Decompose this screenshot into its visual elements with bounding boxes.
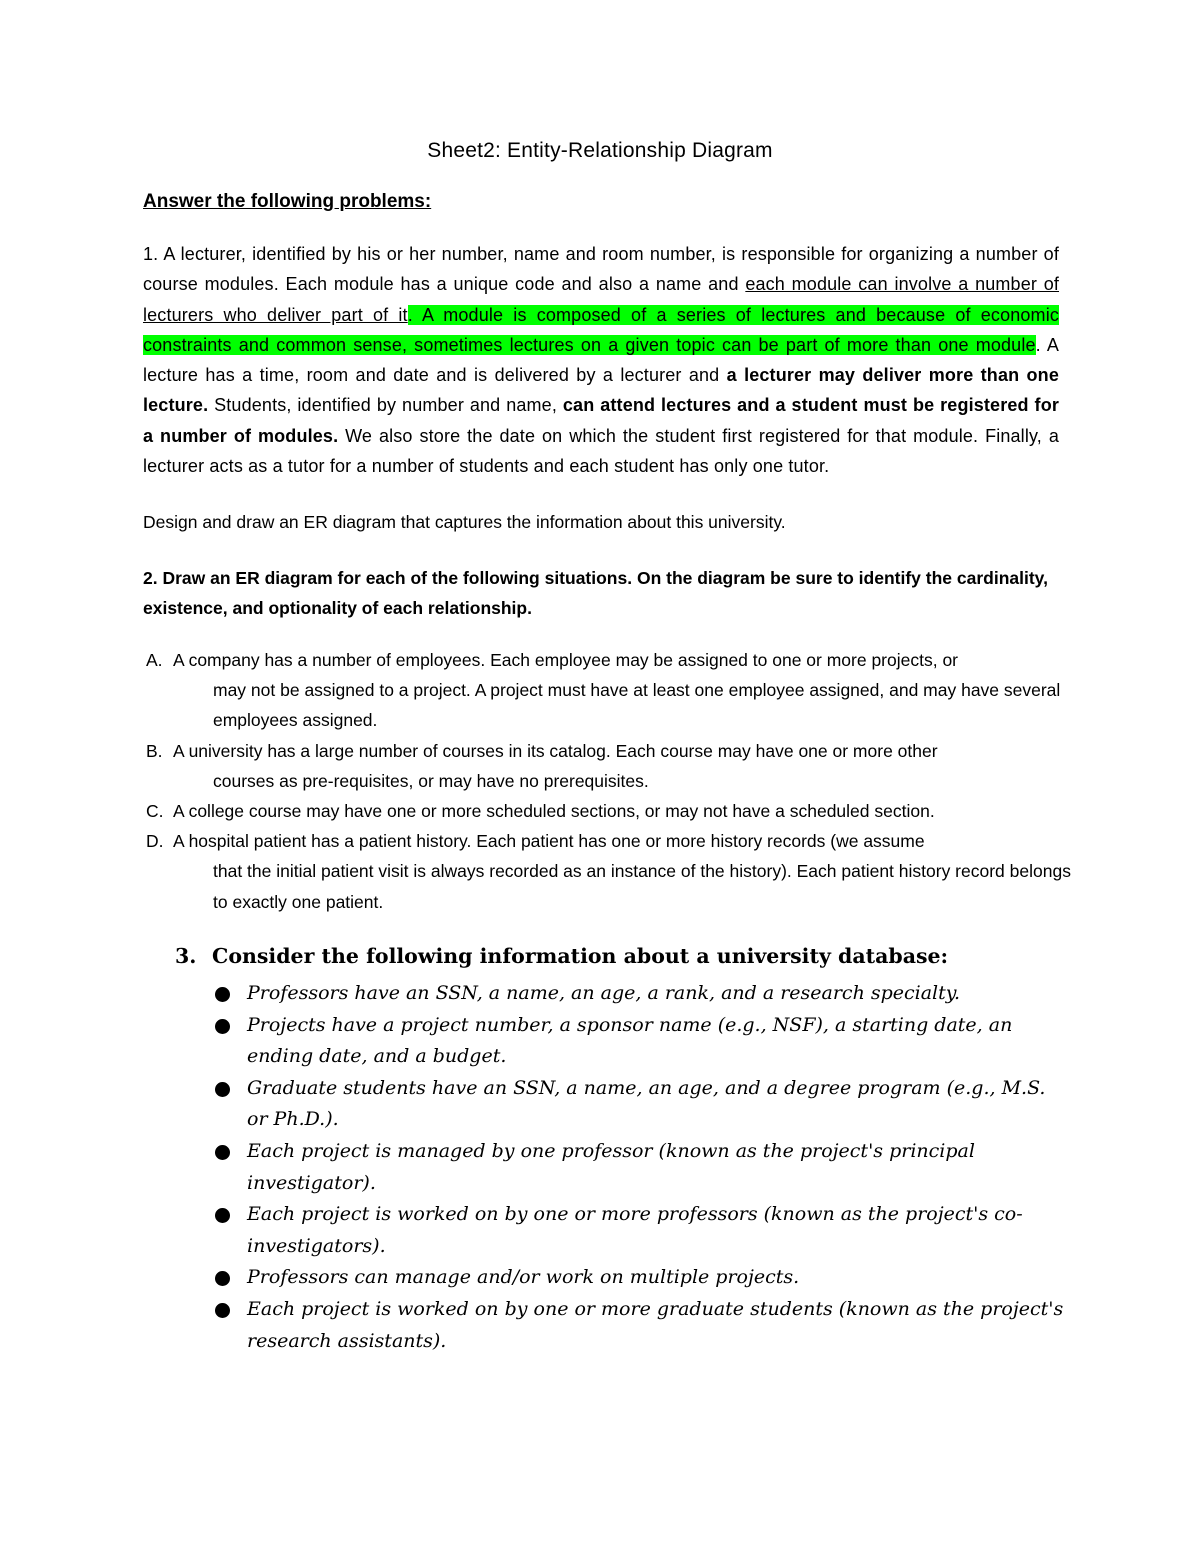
list-item <box>212 1136 1072 1199</box>
bullet-text: Each project is worked on by one or more professors (known as the project's co-investigators). <box>247 1203 1023 1257</box>
bullet-icon <box>215 1208 230 1223</box>
list-item-text: A hospital patient has a patient history. Each patient has one or more history records (we assume <box>173 831 925 852</box>
list-item <box>146 736 1076 796</box>
list-item <box>212 1294 1072 1357</box>
bullet-icon <box>215 1019 230 1034</box>
problem-3-heading <box>175 944 948 968</box>
list-item-continuation: that the initial patient visit is always recorded as an instance of the history). Each patient history record belongs to exactly one patient. <box>213 861 1071 912</box>
p1-text-4: We also store the date on which the student first registered for that module. Finally, a lecturer acts as a tutor for a number of students and each student has only one tutor. <box>143 425 1059 477</box>
problem-3-bullets <box>212 978 1072 1357</box>
list-item-continuation: may not be assigned to a project. A project must have at least one employee assigned, and may have several employees assigned. <box>213 680 1061 731</box>
p1-highlighted-text: . A module is composed of a series of lectures and because of economic constraints and common sense, sometimes lectures on a given topic can be part of more than one module <box>143 304 1059 355</box>
p1-text-1: 1. A lecturer, identified by his or her number, name and room number, is responsible for organizing a number of course modules. Each module has a unique code and also a name and <box>143 244 1059 295</box>
list-item <box>212 1010 1072 1073</box>
list-item <box>146 796 1076 826</box>
problem-1-instruction: Design and draw an ER diagram that captures the information about this university. <box>143 512 786 532</box>
bullet-text: Graduate students have an SSN, a name, an age, and a degree program (e.g., M.S. or Ph.D.). <box>247 1076 1046 1131</box>
bullet-icon <box>215 1303 230 1318</box>
list-item <box>212 978 1072 1010</box>
list-item <box>212 1073 1072 1136</box>
p1-bold-text-2: can attend lectures and a student must be registered for a number of modules. <box>143 395 1060 446</box>
list-item-text: A university has a large number of courses in its catalog. Each course may have one or more other <box>173 740 938 761</box>
list-item-text: A college course may have one or more scheduled sections, or may not have a scheduled section. <box>173 801 935 822</box>
bullet-text: Projects have a project number, a sponsor name (e.g., NSF), a starting date, an ending date, and a budget. <box>247 1013 1013 1068</box>
list-marker: C. <box>146 801 164 822</box>
list-marker: A. <box>146 650 163 670</box>
problem-3-title: Consider the following information about a university database: <box>212 944 949 968</box>
list-item-continuation: courses as pre-requisites, or may have no prerequisites. <box>213 770 649 791</box>
bullet-text: Each project is managed by one professor (known as the project's principal investigator). <box>247 1139 975 1194</box>
list-marker: B. <box>146 740 163 761</box>
list-marker: D. <box>146 831 164 852</box>
bullet-text: Each project is worked on by one or more graduate students (known as the project's research assistants). <box>247 1297 1064 1352</box>
problem-2-heading: 2. Draw an ER diagram for each of the following situations. On the diagram be sure to identify the cardinality, existence, and optionality of each relationship. <box>143 568 1048 619</box>
list-item <box>146 826 1076 917</box>
list-item <box>212 1199 1072 1262</box>
problem-2-list <box>146 645 1076 917</box>
bullet-text: Professors have an SSN, a name, an age, a rank, and a research specialty. <box>247 982 961 1004</box>
bullet-icon <box>215 987 230 1002</box>
list-item <box>146 645 1076 736</box>
bullet-icon <box>215 1271 230 1286</box>
problem-3-number: 3. <box>175 944 197 968</box>
list-item <box>212 1262 1072 1294</box>
p1-underlined-text: each module can involve a number of lecturers who deliver part of it <box>143 274 1060 325</box>
p1-text-3: Students, identified by number and name, <box>208 395 563 416</box>
page-title: Sheet2: Entity-Relationship Diagram <box>427 139 773 162</box>
p1-bold-text-1: a lecturer may deliver more than one lecture. <box>143 365 1059 416</box>
p1-text-2: . A lecture has a time, room and date and is delivered by a lecturer and <box>143 334 1060 386</box>
problem-1-paragraph <box>143 239 1059 481</box>
bullet-icon <box>215 1082 230 1097</box>
section-heading: Answer the following problems: <box>143 191 432 212</box>
list-item-text: A company has a number of employees. Each employee may be assigned to one or more projects, or <box>173 650 959 670</box>
bullet-text: Professors can manage and/or work on multiple projects. <box>247 1266 800 1289</box>
bullet-icon <box>215 1145 230 1160</box>
